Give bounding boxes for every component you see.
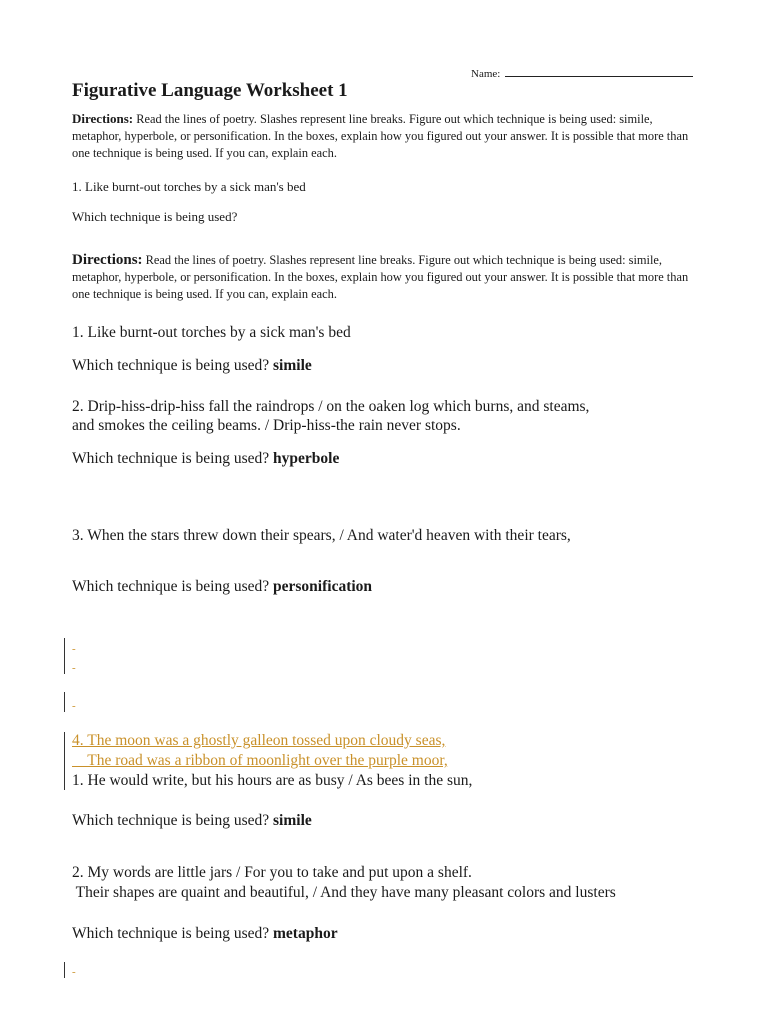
question-1-prompt-small: Which technique is being used? (72, 209, 238, 224)
directions-paragraph-2 (72, 252, 702, 303)
answer-1: simile (273, 357, 312, 374)
tracked-marker: - (72, 662, 76, 674)
worksheet-title: Figurative Language Worksheet 1 (72, 80, 348, 101)
tracked-insertion-line-1: 4. The moon was a ghostly galleon tossed upon cloudy seas, (72, 732, 446, 749)
change-bar (64, 732, 65, 790)
tracked-marker: - (72, 966, 76, 978)
question-2-prompt (72, 450, 339, 468)
tracked-marker: - (72, 643, 76, 655)
tracked-insertion-line-2: The road was a ribbon of moonlight over the purple moor, (72, 752, 448, 769)
answer-2: hyperbole (273, 450, 340, 467)
name-field[interactable] (471, 66, 693, 80)
question-1-prompt (72, 357, 312, 375)
question-1-small: 1. Like burnt-out torches by a sick man's bed (72, 179, 306, 194)
prompt-text: Which technique is being used? (72, 357, 270, 374)
change-bar (64, 638, 65, 674)
question-c1-prompt (72, 812, 312, 830)
prompt-text: Which technique is being used? (72, 812, 270, 829)
prompt-text: Which technique is being used? (72, 450, 270, 467)
answer-c1: simile (273, 812, 312, 829)
answer-3: personification (273, 578, 373, 595)
question-1: 1. Like burnt-out torches by a sick man's bed (72, 324, 351, 341)
question-c2-prompt (72, 925, 338, 943)
directions-label-1: Directions: (72, 111, 134, 126)
question-c2-line-2: Their shapes are quaint and beautiful, / And they have many pleasant colors and lusters (72, 884, 616, 901)
prompt-text: Which technique is being used? (72, 578, 270, 595)
name-blank-line[interactable] (505, 66, 693, 77)
directions-text-2: Read the lines of poetry. Slashes represent line breaks. Figure out which technique is being used: simile, metaphor, hyperbole, or personification. In the boxes, explain how you figured out your answer. It is possible that more than one technique is being used. If you can, explain each. (72, 253, 689, 301)
answer-c2: metaphor (273, 925, 338, 942)
question-2-line-1: 2. Drip-hiss-drip-hiss fall the raindrops / on the oaken log which burns, and steams, (72, 398, 590, 415)
change-bar (64, 962, 65, 978)
change-bar (64, 692, 65, 712)
question-2-line-2: and smokes the ceiling beams. / Drip-hiss-the rain never stops. (72, 417, 461, 434)
question-c1: 1. He would write, but his hours are as busy / As bees in the sun, (72, 772, 473, 789)
directions-label-2: Directions: (72, 252, 143, 268)
directions-text-1: Read the lines of poetry. Slashes represent line breaks. Figure out which technique is being used: simile, metaphor, hyperbole, or personification. In the boxes, explain how you figured out your answer. It is possible that more than one technique is being used. If you can, explain each. (72, 112, 689, 160)
tracked-marker: - (72, 700, 76, 712)
question-3: 3. When the stars threw down their spears, / And water'd heaven with their tears, (72, 527, 571, 544)
directions-paragraph-1 (72, 110, 702, 162)
prompt-text: Which technique is being used? (72, 925, 270, 942)
question-c2-line-1: 2. My words are little jars / For you to take and put upon a shelf. (72, 864, 472, 881)
question-3-prompt (72, 578, 372, 596)
name-label: Name: (471, 68, 501, 80)
